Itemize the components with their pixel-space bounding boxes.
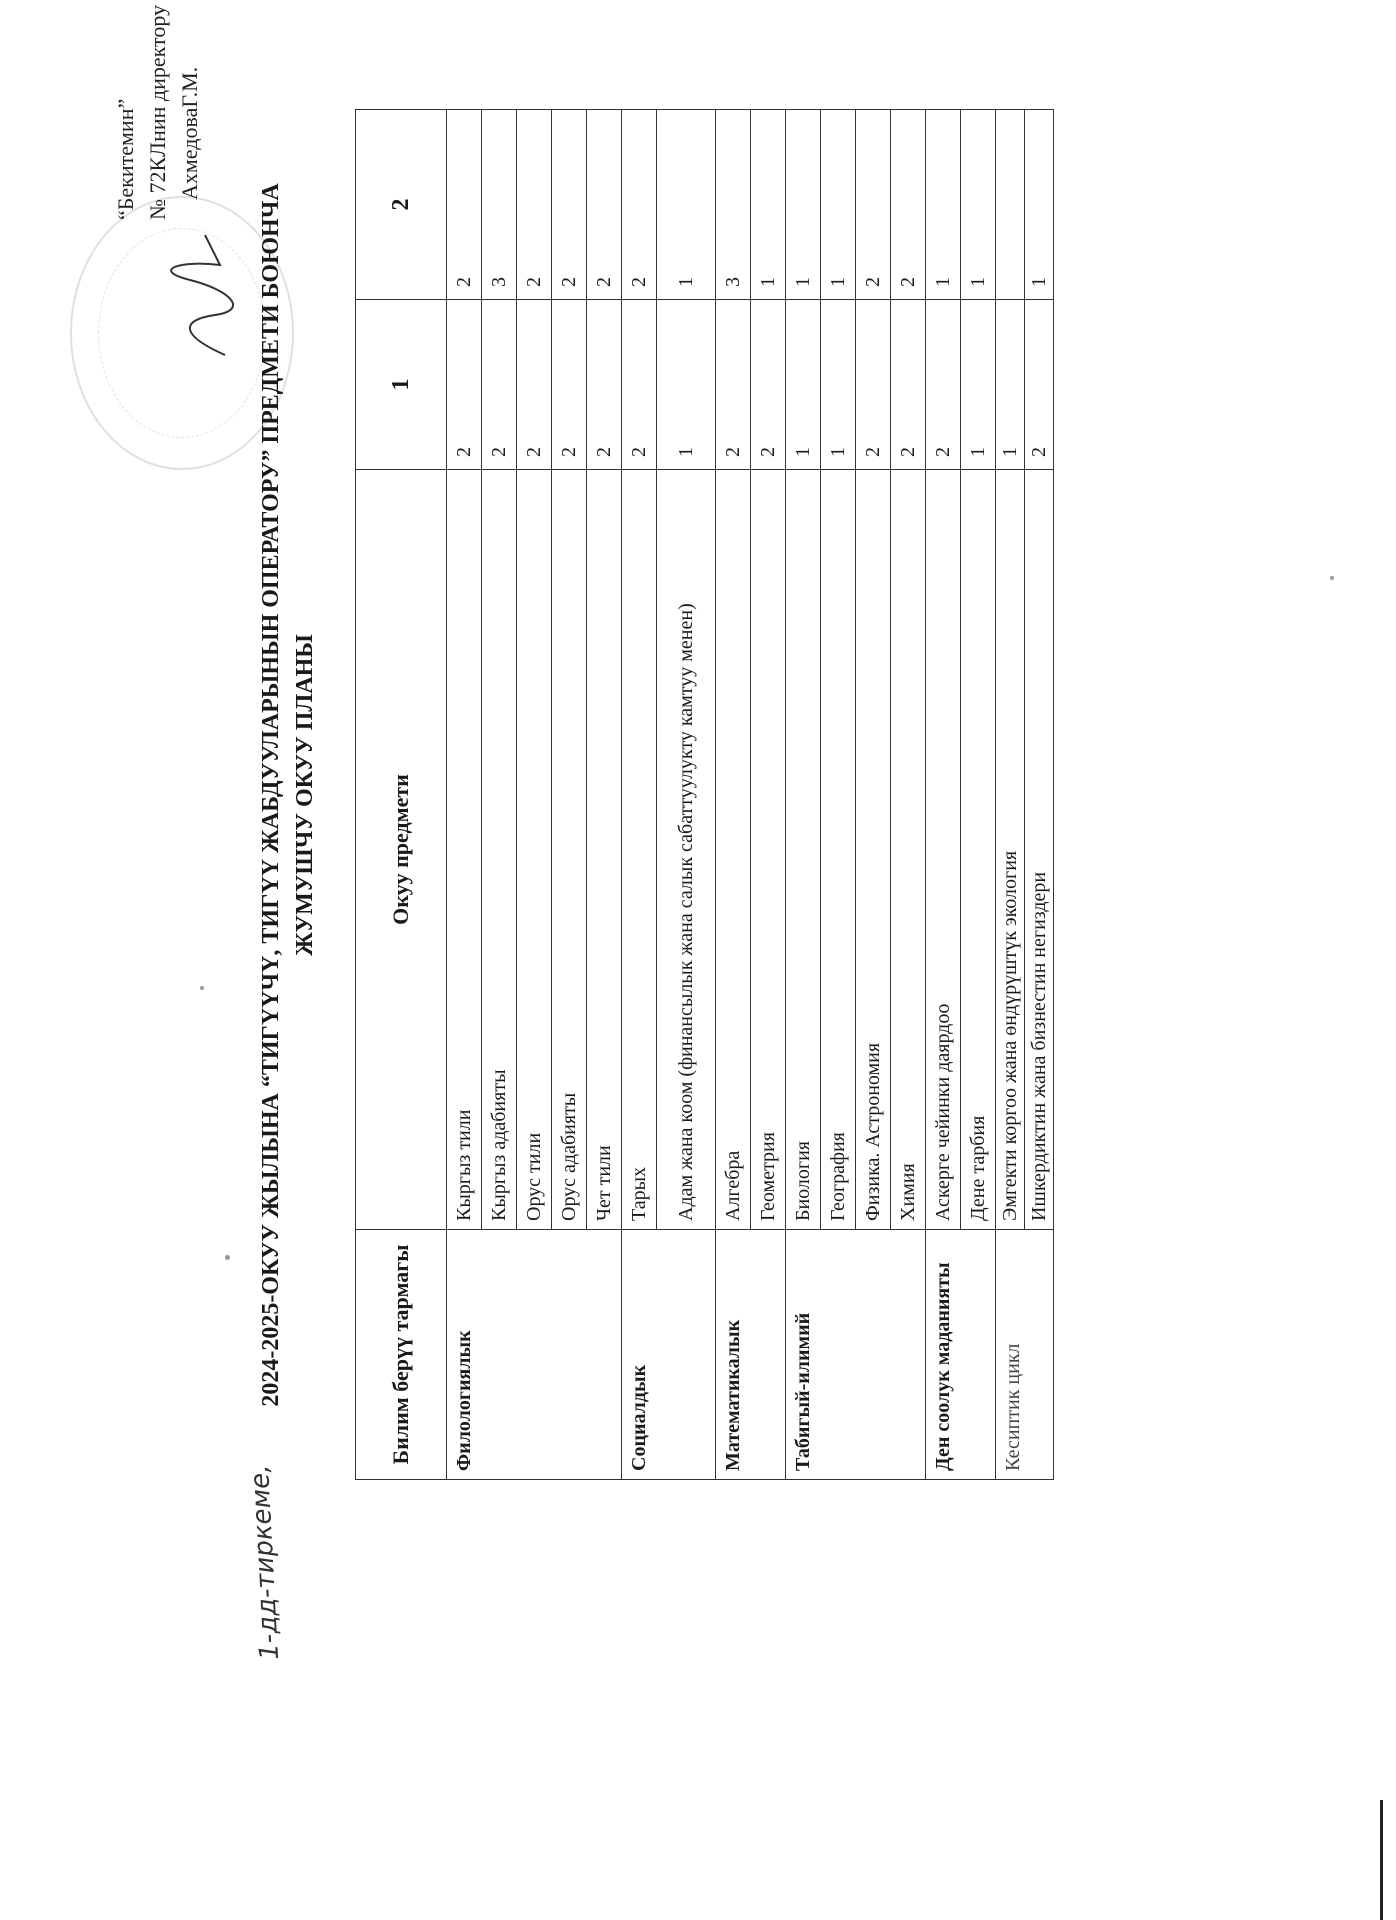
hours-col-2: 2 [891, 110, 926, 300]
hours-col-1: 2 [1025, 300, 1054, 470]
hours-col-2: 2 [552, 110, 587, 300]
hours-col-2: 1 [821, 110, 856, 300]
header-area: Билим берүү тармагы [356, 1230, 447, 1480]
hours-col-2: 2 [622, 110, 657, 300]
hours-col-2: 1 [657, 110, 716, 300]
title-line-1: 2024-2025-ОКУУ ЖЫЛЫНА “ТИГҮҮЧҮ, ТИГҮҮ ЖАБДУУЛАРЫНЫН ОПЕРАТОРУ” ПРЕДМЕТИ БОЮНЧА [258, 183, 284, 1407]
scan-edge-mark [1380, 1800, 1383, 1920]
subject-cell: Тарых [622, 470, 657, 1230]
area-cell: Филологиялык [447, 1230, 622, 1480]
hours-col-2: 1 [751, 110, 786, 300]
hours-col-1: 2 [482, 300, 517, 470]
area-cell: Кесиптик цикл [996, 1230, 1054, 1480]
hours-col-1: 2 [587, 300, 622, 470]
subject-cell: Кыргыз адабияты [482, 470, 517, 1230]
area-cell: Математикалык [716, 1230, 786, 1480]
subject-cell: Химия [891, 470, 926, 1230]
curriculum-table [355, 109, 1054, 1480]
area-cell: Табигый-илимий [786, 1230, 926, 1480]
approval-name: АхмедоваГ.М. [177, 66, 202, 200]
subject-cell: Физика. Астрономия [856, 470, 891, 1230]
table-row [716, 110, 751, 1480]
table-row [622, 110, 657, 1480]
subject-cell: Дене тарбия [961, 470, 996, 1230]
area-cell: Ден соолук маданияты [926, 1230, 996, 1480]
hours-col-1: 2 [716, 300, 751, 470]
subject-cell: Чет тили [587, 470, 622, 1230]
subject-cell: Адам жана коом (финансылык жана салык сабаттуулукту камтуу менен) [657, 470, 716, 1230]
hours-col-1: 2 [622, 300, 657, 470]
handwritten-note: 1-дд-тиркеме, [244, 1463, 286, 1661]
hours-col-2: 2 [517, 110, 552, 300]
subject-cell: Орус адабияты [552, 470, 587, 1230]
hours-col-2: 1 [926, 110, 961, 300]
approval-director-line: № 72КЛнин директору [145, 4, 170, 220]
table-row [447, 110, 482, 1480]
approval-block [110, 4, 206, 220]
header-col-1: 1 [356, 300, 447, 470]
document-title [255, 110, 321, 1480]
hours-col-1: 2 [552, 300, 587, 470]
hours-col-1: 2 [926, 300, 961, 470]
hours-col-1: 2 [517, 300, 552, 470]
subject-cell: Ишкердиктин жана бизнестин негиздери [1025, 470, 1054, 1230]
hours-col-1: 1 [821, 300, 856, 470]
header-col-2: 2 [356, 110, 447, 300]
director-signature [170, 230, 240, 360]
table-row [926, 110, 961, 1480]
hours-col-2 [996, 110, 1025, 300]
subject-cell: Аскерге чейинки даярдоо [926, 470, 961, 1230]
hours-col-2: 1 [1025, 110, 1054, 300]
hours-col-2: 3 [482, 110, 517, 300]
scan-speck [1330, 576, 1334, 580]
hours-col-2: 1 [786, 110, 821, 300]
subject-cell: Геометрия [751, 470, 786, 1230]
subject-cell: Орус тили [517, 470, 552, 1230]
header-subject: Окуу предмети [356, 470, 447, 1230]
subject-cell: Биология [786, 470, 821, 1230]
hours-col-1: 2 [751, 300, 786, 470]
table-header-row [356, 110, 447, 1480]
subject-cell: Эмгекти коргоо жана өндүрүштүк экология [996, 470, 1025, 1230]
table-row [786, 110, 821, 1480]
hours-col-1: 2 [856, 300, 891, 470]
scan-speck [225, 1255, 230, 1260]
hours-col-1: 2 [891, 300, 926, 470]
scan-speck [200, 986, 204, 990]
subject-cell: Алгебра [716, 470, 751, 1230]
table-row [996, 110, 1025, 1480]
title-line-2: ЖУМУШЧУ ОКУУ ПЛАНЫ [292, 634, 318, 956]
hours-col-2: 3 [716, 110, 751, 300]
hours-col-2: 2 [447, 110, 482, 300]
hours-col-1: 1 [786, 300, 821, 470]
hours-col-2: 2 [587, 110, 622, 300]
hours-col-1: 2 [447, 300, 482, 470]
hours-col-1: 1 [961, 300, 996, 470]
hours-col-1: 1 [657, 300, 716, 470]
area-cell: Социалдык [622, 1230, 716, 1480]
subject-cell: География [821, 470, 856, 1230]
hours-col-2: 1 [961, 110, 996, 300]
hours-col-2: 2 [856, 110, 891, 300]
subject-cell: Кыргыз тили [447, 470, 482, 1230]
approval-heading: “Бекитемин” [113, 98, 138, 220]
hours-col-1: 1 [996, 300, 1025, 470]
